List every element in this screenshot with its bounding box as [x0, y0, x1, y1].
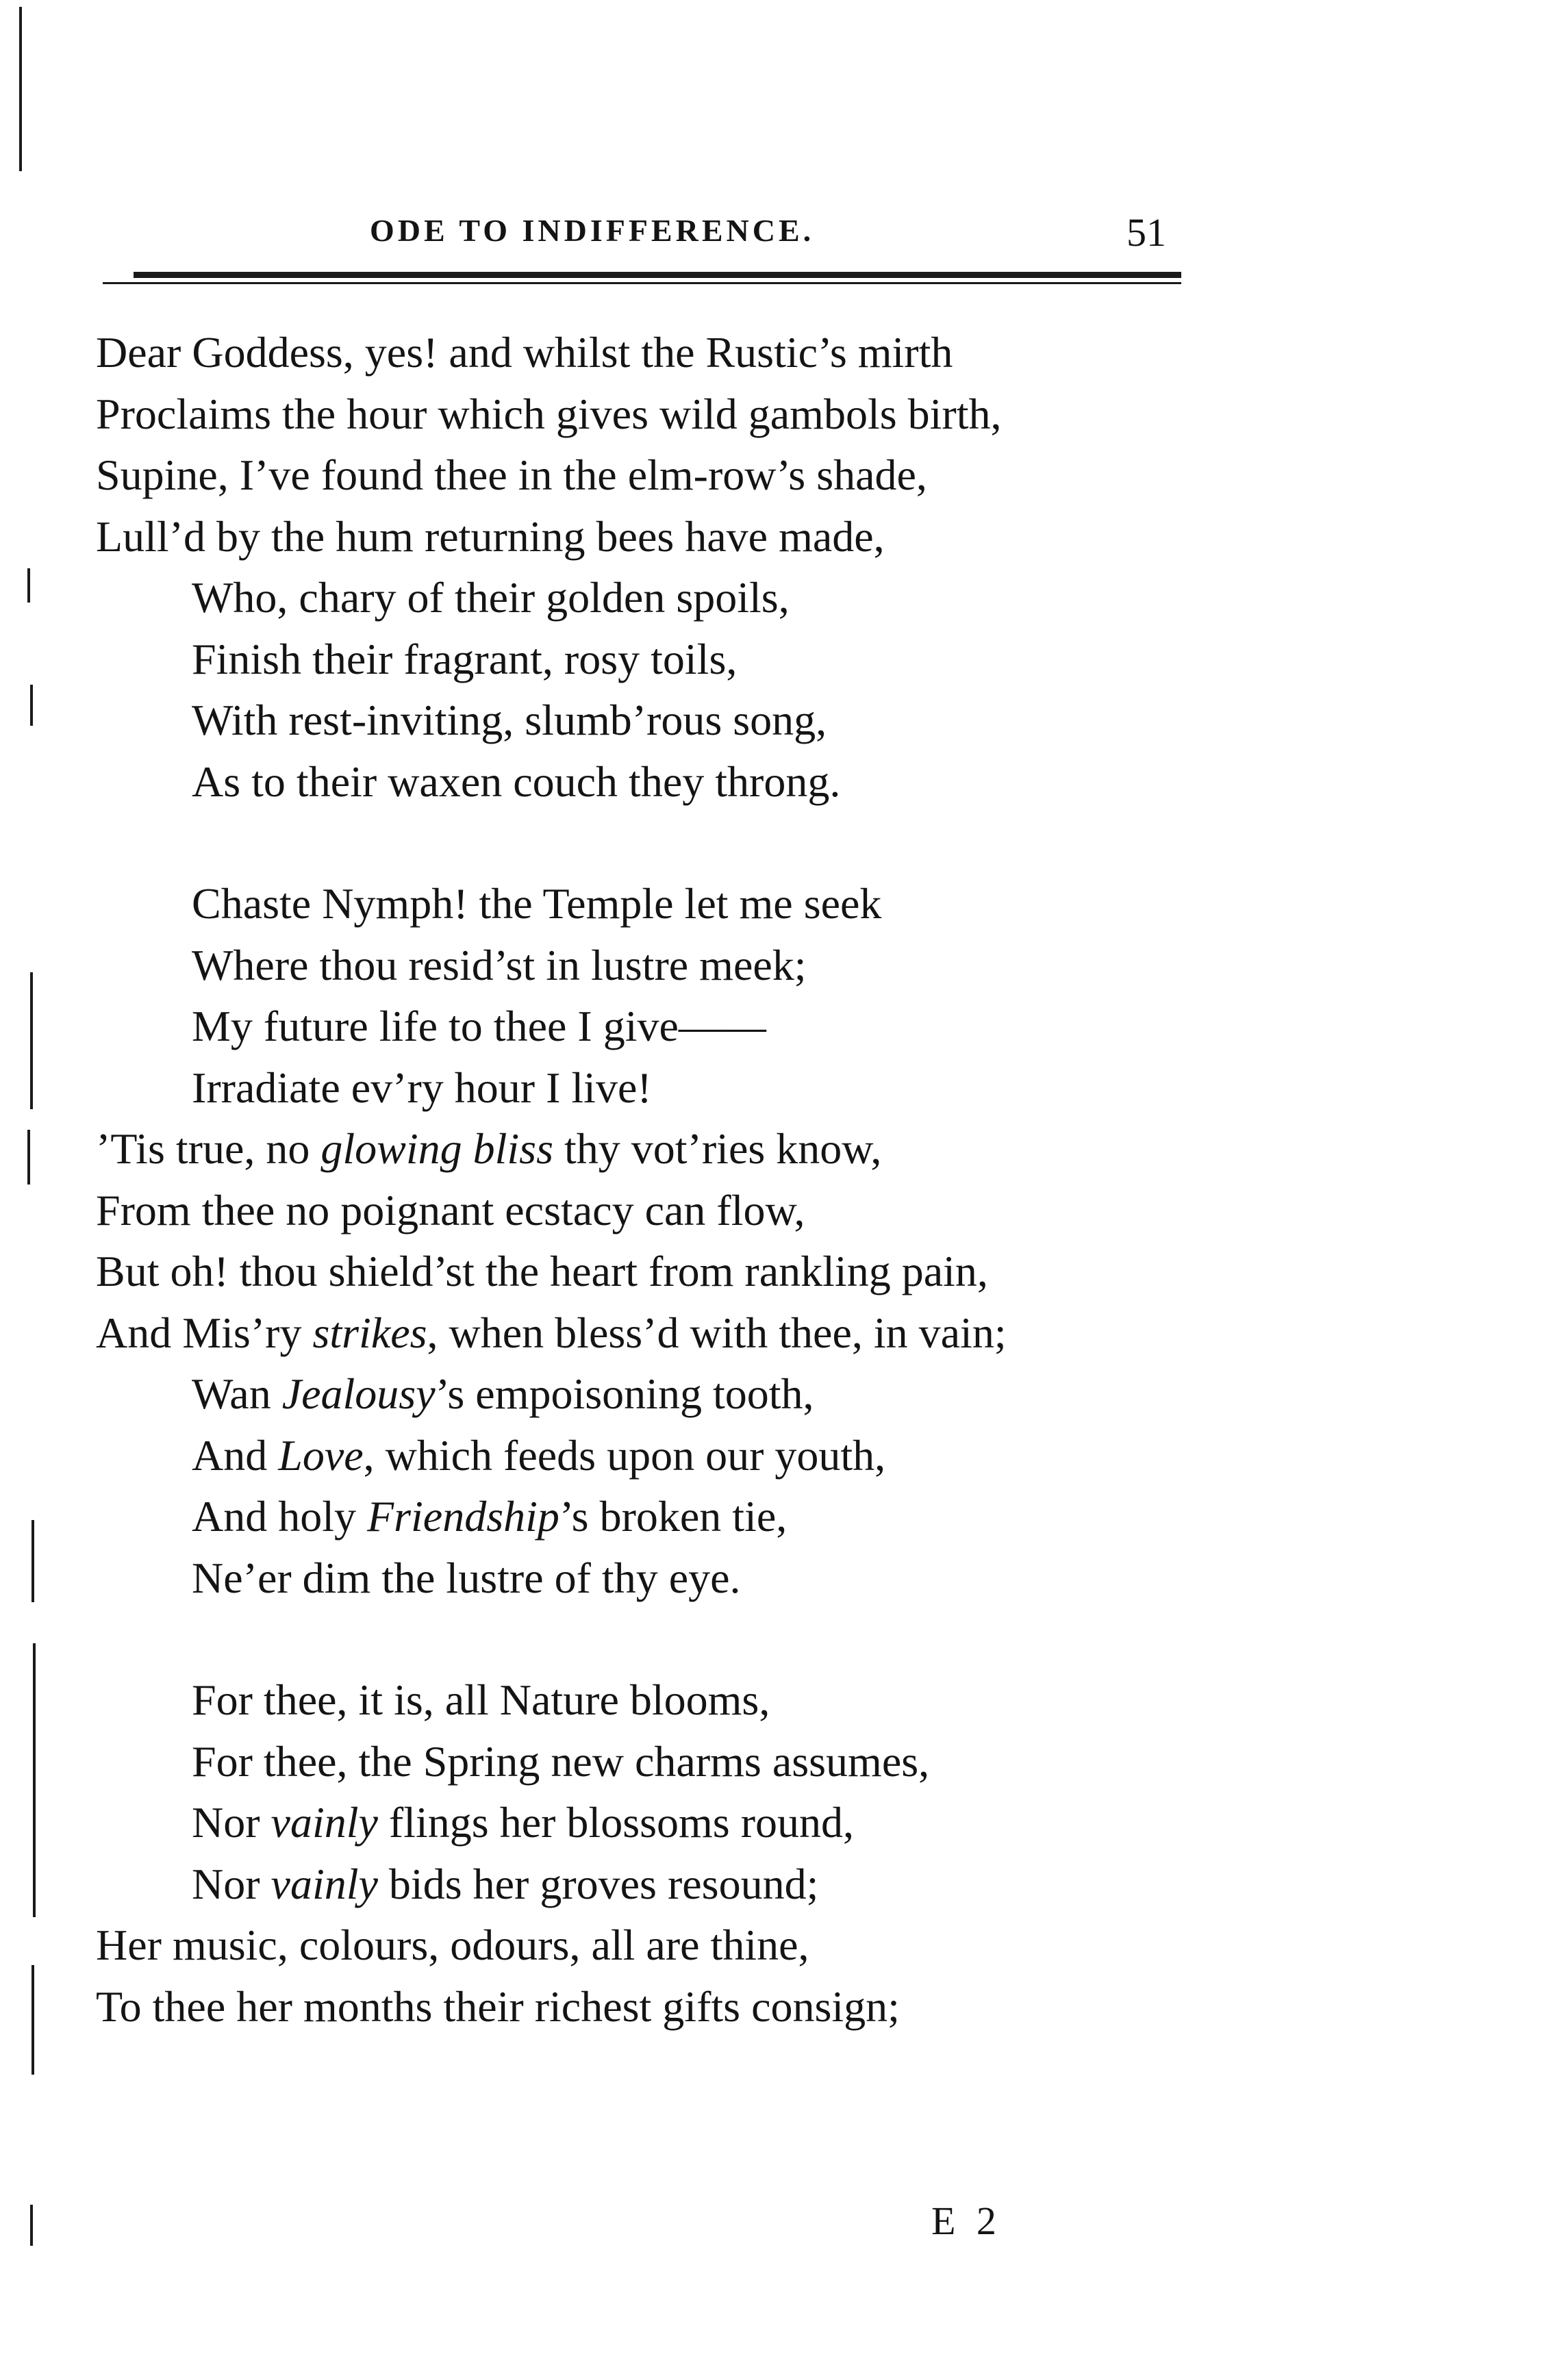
- poem-line: [96, 873, 1192, 935]
- gutter-mark: [27, 1130, 30, 1185]
- line-text: Her music, colours, odours, all are thine,: [96, 1921, 809, 1969]
- italic-phrase: strikes: [312, 1308, 427, 1357]
- line-text: Irradiate ev’ry hour I live!: [192, 1063, 652, 1112]
- poem-line: [96, 996, 1192, 1057]
- line-text: To thee her months their richest gifts consign;: [96, 1982, 900, 2031]
- line-text: As to their waxen couch they throng.: [192, 757, 841, 806]
- poem-line: [96, 1425, 1192, 1486]
- line-text: Where thou resid’st in lustre meek;: [192, 940, 807, 989]
- line-text: Lull’d by the hum returning bees have made,: [96, 511, 885, 561]
- gutter-mark: [32, 1520, 34, 1602]
- line-text: Dear Goddess, yes! and whilst the Rustic’s mirth: [96, 328, 953, 377]
- line-text: For thee, the Spring new charms assumes,: [192, 1736, 930, 1786]
- poem-line: [96, 1302, 1192, 1364]
- line-text: thy vot’ries know,: [553, 1124, 882, 1173]
- line-text: My future life to thee I give——: [192, 1002, 766, 1050]
- poem-line: [96, 1057, 1192, 1119]
- line-text: bids her groves resound;: [377, 1859, 819, 1908]
- running-title: ODE TO INDIFFERENCE.: [370, 213, 815, 248]
- line-text: Nor: [192, 1798, 271, 1847]
- gutter-mark: [32, 1965, 34, 2075]
- line-text: And Mis’ry: [96, 1308, 313, 1357]
- poem-line: [96, 444, 1192, 506]
- poem-line: [96, 1853, 1192, 1915]
- italic-phrase: vainly: [270, 1798, 378, 1847]
- italic-phrase: Jealousy: [281, 1369, 436, 1418]
- poem-line: [96, 1792, 1192, 1853]
- line-text: With rest-inviting, slumb’rous song,: [192, 696, 827, 744]
- italic-phrase: glowing bliss: [320, 1124, 553, 1173]
- gutter-mark: [30, 2205, 33, 2246]
- gutter-mark: [30, 685, 33, 726]
- line-text: Chaste Nymph! the Temple let me seek: [192, 879, 882, 928]
- line-text: But oh! thou shield’st the heart from rankling pain,: [96, 1247, 988, 1295]
- poem-line: [96, 506, 1192, 568]
- poem-line: [96, 1669, 1192, 1731]
- poem-line: [96, 935, 1192, 996]
- poem-line: [96, 1180, 1192, 1241]
- line-text: Wan: [192, 1369, 282, 1418]
- poem-line: [96, 1241, 1192, 1302]
- italic-phrase: Friendship: [367, 1492, 559, 1541]
- stanza: [96, 1669, 1192, 2037]
- poem-line: [96, 1914, 1192, 1976]
- poem-line: [96, 383, 1192, 445]
- gutter-mark: [19, 7, 22, 171]
- page-header: [370, 205, 1192, 260]
- line-text: For thee, it is, all Nature blooms,: [192, 1675, 770, 1724]
- poem-line: [96, 1118, 1192, 1180]
- line-text: Nor: [192, 1859, 271, 1908]
- line-text: , when bless’d with thee, in vain;: [427, 1308, 1007, 1357]
- poem-line: [96, 1486, 1192, 1547]
- line-text: ’s broken tie,: [559, 1492, 788, 1541]
- poem-line: [96, 751, 1192, 813]
- line-text: Supine, I’ve found thee in the elm-row’s shade,: [96, 451, 927, 499]
- header-rule: [134, 272, 1181, 278]
- line-text: Finish their fragrant, rosy toils,: [192, 634, 738, 683]
- line-text: From thee no poignant ecstacy can flow,: [96, 1185, 805, 1235]
- line-text: flings her blossoms round,: [377, 1798, 854, 1847]
- stanza: [96, 322, 1192, 812]
- italic-phrase: Love: [278, 1430, 364, 1480]
- stanza: [96, 873, 1192, 1608]
- page-number: 51: [1126, 210, 1166, 255]
- line-text: Ne’er dim the lustre of thy eye.: [192, 1553, 741, 1602]
- poem-line: [96, 567, 1192, 629]
- poem-line: [96, 689, 1192, 751]
- poem-line: [96, 1731, 1192, 1793]
- gutter-mark: [30, 972, 33, 1109]
- line-text: ’Tis true, no: [96, 1124, 321, 1173]
- header-rule-thin: [103, 282, 1181, 284]
- poem-body: [96, 322, 1192, 2037]
- line-text: Proclaims the hour which gives wild gambols birth,: [96, 389, 1002, 438]
- gutter-mark: [27, 568, 30, 603]
- poem-line: [96, 322, 1192, 383]
- line-text: Who, chary of their golden spoils,: [192, 573, 790, 622]
- poem-line: [96, 1363, 1192, 1425]
- line-text: And holy: [192, 1492, 367, 1541]
- line-text: ’s empoisoning tooth,: [435, 1369, 814, 1418]
- poem-line: [96, 629, 1192, 690]
- gutter-mark: [33, 1643, 36, 1917]
- line-text: , which feeds upon our youth,: [363, 1430, 886, 1480]
- signature-mark: E 2: [931, 2199, 1002, 2243]
- poem-line: [96, 1976, 1192, 2038]
- line-text: And: [192, 1430, 279, 1480]
- italic-phrase: vainly: [270, 1859, 378, 1908]
- poem-line: [96, 1547, 1192, 1609]
